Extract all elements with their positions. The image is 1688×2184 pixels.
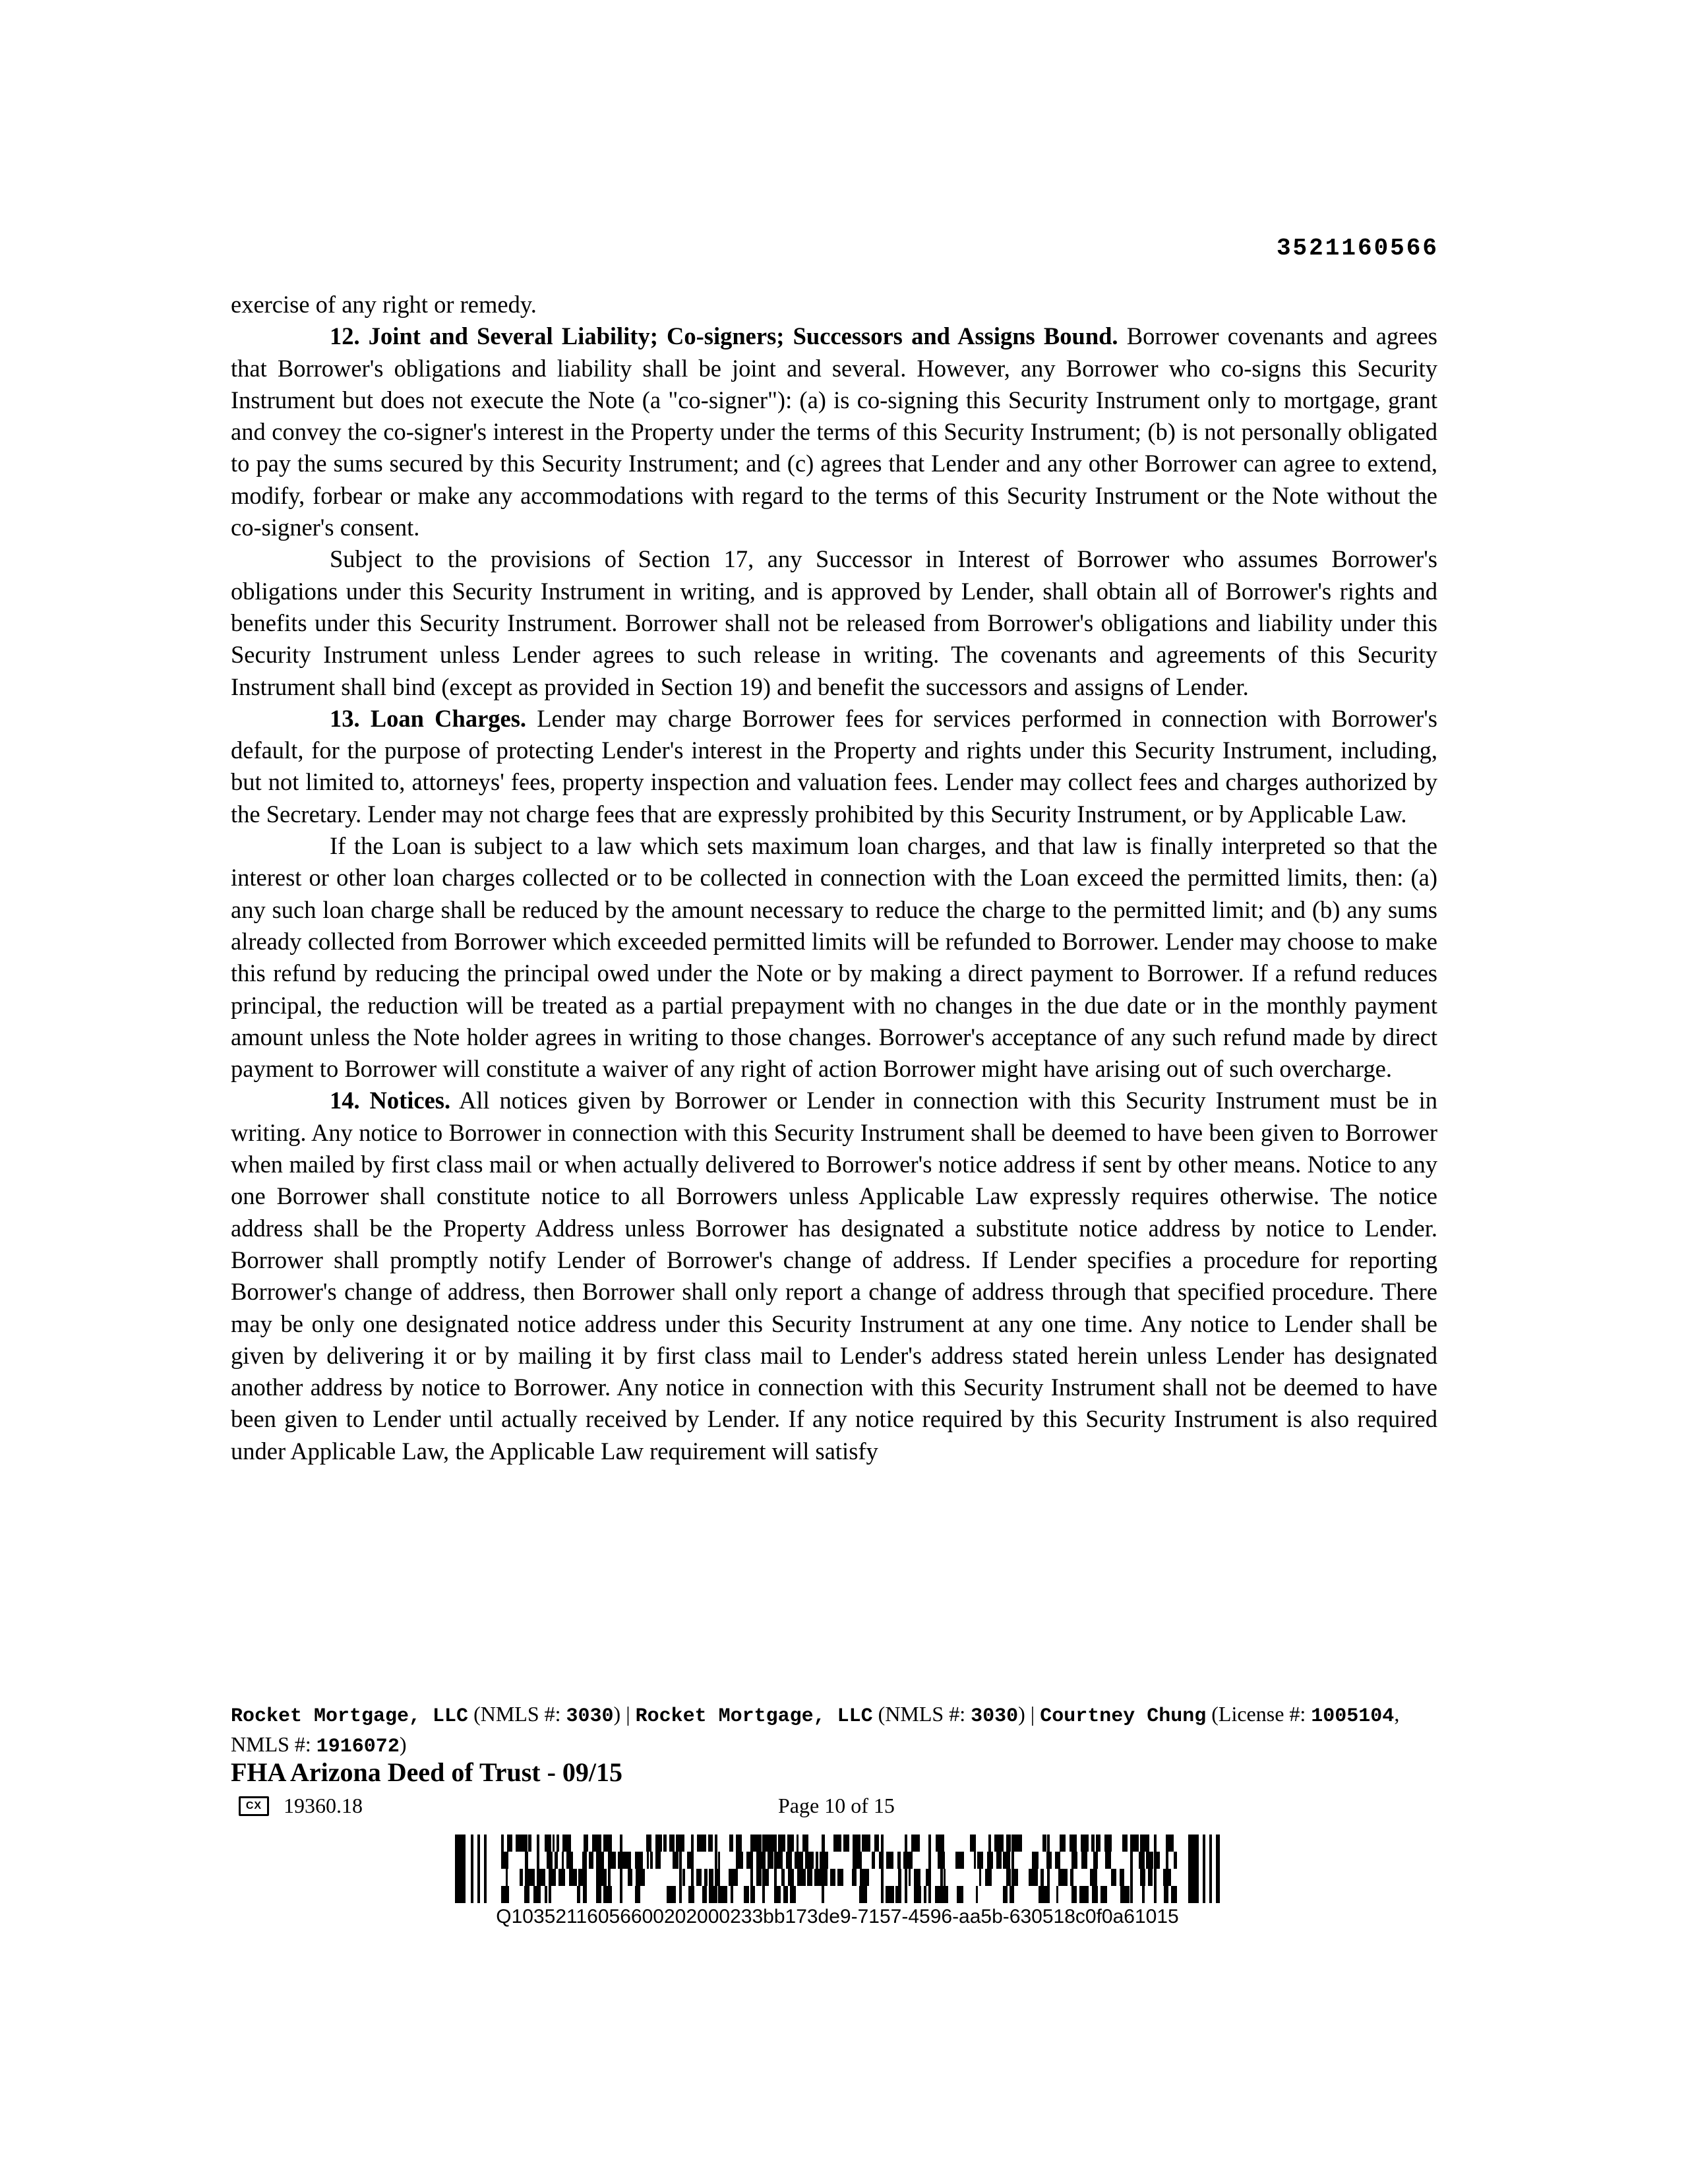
section-13 bbox=[231, 703, 1437, 830]
document-body bbox=[231, 289, 1437, 1467]
section-12-heading: 12. Joint and Several Liability; Co-signers; Successors and Assigns Bound. bbox=[330, 322, 1118, 350]
paragraph-continuation: exercise of any right or remedy. bbox=[231, 291, 537, 318]
barcode-bars bbox=[455, 1835, 1220, 1903]
section-12 bbox=[231, 320, 1437, 543]
agent-nmls-number: 1916072 bbox=[316, 1736, 400, 1758]
form-meta bbox=[231, 1794, 1444, 1823]
separator: ) | bbox=[613, 1702, 636, 1726]
nmls-label: , NMLS #: bbox=[231, 1702, 1400, 1756]
form-title: FHA Arizona Deed of Trust - 09/15 bbox=[231, 1757, 623, 1787]
page-indicator: Page 10 of 15 bbox=[778, 1794, 895, 1817]
footer-company-info bbox=[231, 1700, 1444, 1761]
nmls-label: (NMLS #: bbox=[468, 1702, 566, 1726]
section-13-heading: 13. Loan Charges. bbox=[330, 704, 527, 732]
section-14 bbox=[231, 1085, 1437, 1467]
closing-paren: ) bbox=[399, 1732, 407, 1756]
barcode-text: Q10352116056600202000233bb173de9-7157-4596-aa5b-630518c0f0a61015 bbox=[496, 1906, 1179, 1927]
license-label: (License #: bbox=[1206, 1702, 1311, 1726]
section-12-paragraph-2: Subject to the provisions of Section 17, any Successor in Interest of Borrower who assumes Borrower's obligations under this Security Instrument in writing, and is approved by Lender, shall obtain all of Borrower's rights and benefits under this Security Instrument. Borrower shall not be released from Borrower's obligations and liability under this Security Instrument unless Lender agrees to such release in writing. The covenants and agreements of this Security Instrument shall bind (except as provided in Section 19) and benefit the successors and assigns of Lender. bbox=[231, 545, 1437, 700]
nmls-label: (NMLS #: bbox=[872, 1702, 971, 1726]
separator: ) | bbox=[1018, 1702, 1040, 1726]
company-name: Rocket Mortgage, LLC bbox=[635, 1705, 873, 1728]
section-14-heading: 14. Notices. bbox=[330, 1087, 451, 1114]
company-name: Rocket Mortgage, LLC bbox=[231, 1705, 469, 1728]
loan-number: 3521160566 bbox=[1276, 235, 1439, 262]
nmls-number: 3030 bbox=[971, 1705, 1019, 1728]
license-number: 1005104 bbox=[1311, 1705, 1395, 1728]
section-13-text: Lender may charge Borrower fees for services performed in connection with Borrower's default, for the purpose of protecting Lender's interest in the Property and rights under this Security Instrument, including, but not limited to, attorneys' fees, property inspection and valuation fees. Lender may collect fees and charges authorized by the Secretary. Lender may not charge fees that are expressly prohibited by this Security Instrument, or by Applicable Law. bbox=[231, 704, 1437, 828]
loan-officer-name: Courtney Chung bbox=[1040, 1705, 1207, 1728]
form-number: 19360.18 bbox=[284, 1794, 363, 1817]
section-12-text: Borrower covenants and agrees that Borrower's obligations and liability shall be joint and several. However, any Borrower who co-signs this Security Instrument but does not execute the Note (a "co-signer"): (a) is co-signing this Security Instrument only to mortgage, grant and convey the co-signer's interest in the Property under the terms of this Security Instrument; (b) is not personally obligated to pay the sums secured by this Security Instrument; and (c) agrees that Lender and any other Borrower can agree to extend, modify, forbear or make any accommodations with regard to the terms of this Security Instrument or the Note without the co-signer's consent. bbox=[231, 322, 1437, 541]
barcode bbox=[455, 1835, 1220, 1903]
section-14-text: All notices given by Borrower or Lender in connection with this Security Instrument must be in writing. Any notice to Borrower in connection with this Security Instrument shall be deemed to have been given to Borrower when mailed by first class mail or when actually delivered to Borrower's notice address if sent by other means. Notice to any one Borrower shall constitute notice to all Borrowers unless Applicable Law expressly requires otherwise. The notice address shall be the Property Address unless Borrower has designated a substitute notice address by notice to Lender. Borrower shall promptly notify Lender of Borrower's change of address. If Lender specifies a procedure for reporting Borrower's change of address, then Borrower shall only report a change of address through that specified procedure. There may be only one designated notice address under this Security Instrument at any one time. Any notice to Lender shall be given by delivering it or by mailing it by first class mail to Lender's address stated herein unless Lender has designated another address by notice to Borrower. Any notice in connection with this Security Instrument shall not be deemed to have been given to Lender until actually received by Lender. If any notice required by this Security Instrument is also required under Applicable Law, the Applicable Law requirement will satisfy bbox=[231, 1087, 1438, 1465]
nmls-number: 3030 bbox=[566, 1705, 614, 1728]
cx-logo-icon: CX bbox=[239, 1796, 269, 1816]
section-13-paragraph-2: If the Loan is subject to a law which sets maximum loan charges, and that law is finally interpreted so that the interest or other loan charges collected or to be collected in connection with the Loan exceed the permitted limits, then: (a) any such loan charge shall be reduced by the amount necessary to reduce the charge to the permitted limit; and (b) any sums already collected from Borrower which exceeded permitted limits will be refunded to Borrower. Lender may choose to make this refund by reducing the principal owed under the Note or by making a direct payment to Borrower. If a refund reduces principal, the reduction will be treated as a partial prepayment with no changes in the due date or in the monthly payment amount unless the Note holder agrees in writing to those changes. Borrower's acceptance of any such refund made by direct payment to Borrower will constitute a waiver of any right of action Borrower might have arising out of such overcharge. bbox=[231, 832, 1437, 1083]
